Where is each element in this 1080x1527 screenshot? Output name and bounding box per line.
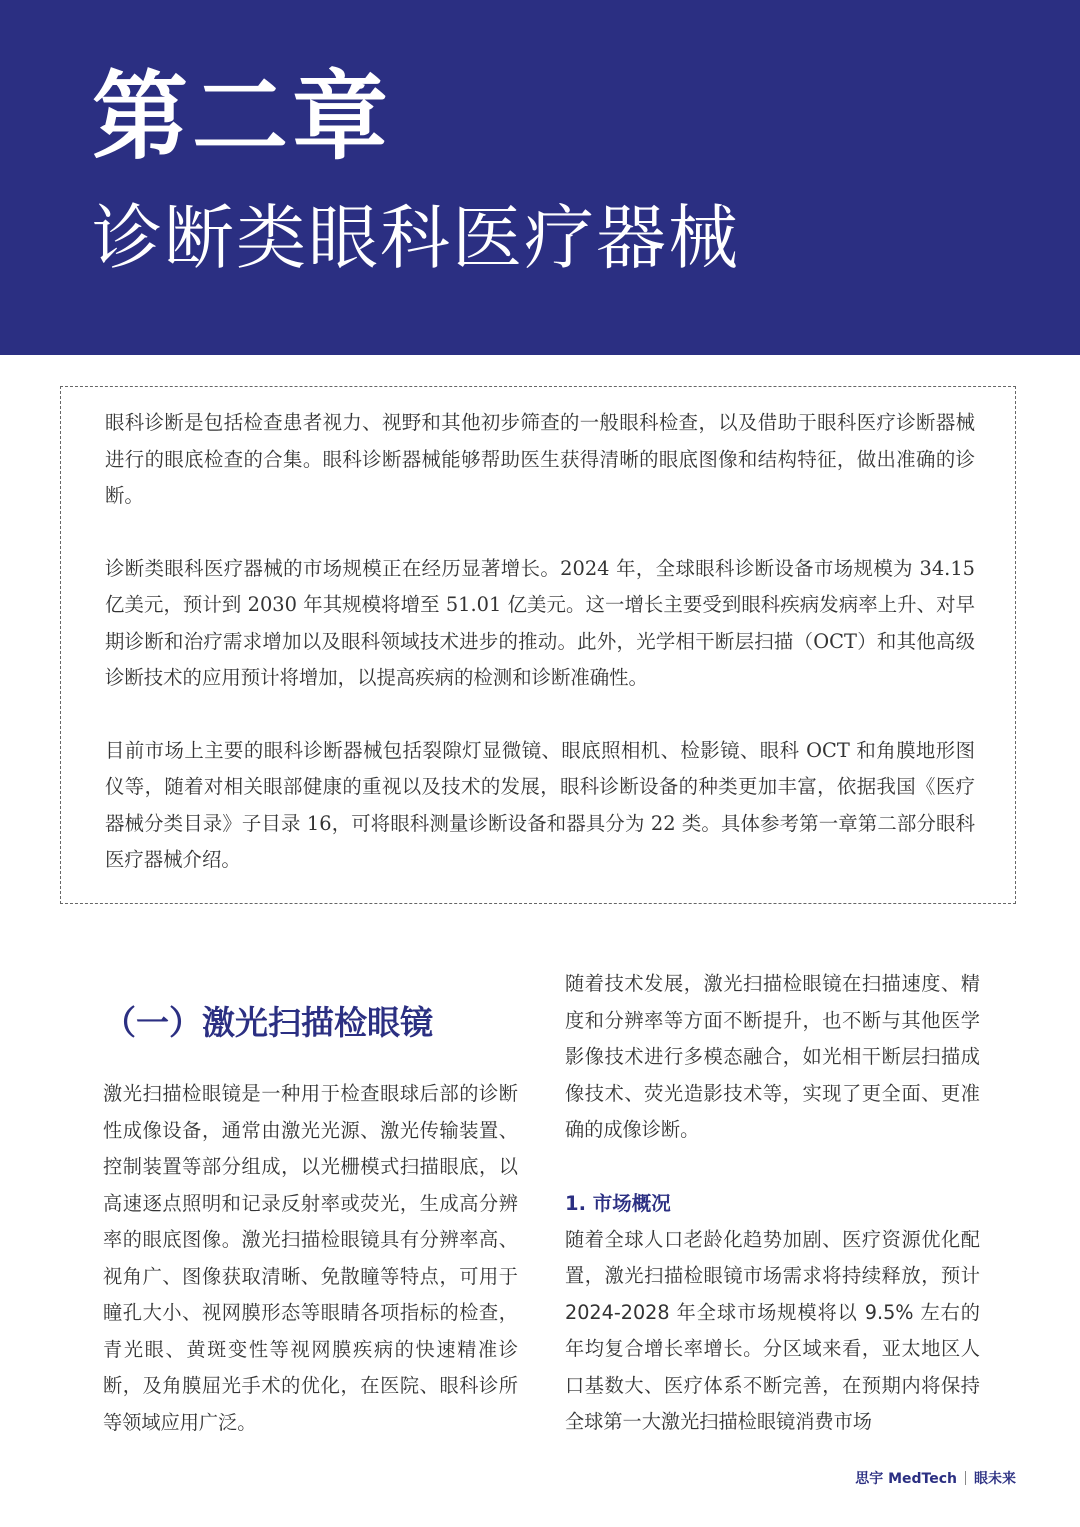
intro-box xyxy=(60,386,1016,904)
page-footer xyxy=(855,1468,1016,1488)
section-body-right: 随着技术发展，激光扫描检眼镜在扫描速度、精度和分辨率等方面不断提升，也不断与其他医学影像技术进行多模态融合，如光相干断层扫描成像技术、荧光造影技术等，实现了更全面、更准确的成像诊断。 xyxy=(565,972,980,1141)
market-overview-body: 随着全球人口老龄化趋势加剧、医疗资源优化配置，激光扫描检眼镜市场需求将持续释放，预计 2024-2028 年全球市场规模将以 9.5% 左右的年均复合增长率增长。分区域来看，亚太地区人口基数大、医疗体系不断完善，在预期内将保持全球第一大激光扫描检眼镜消费市场 xyxy=(565,1227,980,1433)
section-heading: （一）激光扫描检眼镜 xyxy=(103,1003,433,1042)
right-column xyxy=(565,966,980,1441)
chapter-banner xyxy=(0,0,1080,355)
section-body-left: 激光扫描检眼镜是一种用于检查眼球后部的诊断性成像设备，通常由激光光源、激光传输装置、控制装置等部分组成，以光栅模式扫描眼底，以高速逐点照明和记录反射率或荧光，生成高分辨率的眼底图像。激光扫描检眼镜具有分辨率高、视角广、图像获取清晰、免散瞳等特点，可用于瞳孔大小、视网膜形态等眼睛各项指标的检查，青光眼、黄斑变性等视网膜疾病的快速精准诊断，及角膜屈光手术的优化，在医院、眼科诊所等领域应用广泛。 xyxy=(103,1082,518,1434)
chapter-title: 第二章 xyxy=(92,61,392,173)
market-overview-heading: 1. 市场概况 xyxy=(565,1191,671,1215)
footer-brand: 思宇 MedTech xyxy=(855,1471,957,1487)
footer-divider xyxy=(965,1471,966,1485)
footer-tagline: 眼未来 xyxy=(974,1471,1016,1487)
intro-paragraph-2: 诊断类眼科医疗器械的市场规模正在经历显著增长。2024 年，全球眼科诊断设备市场规模为 34.15 亿美元，预计到 2030 年其规模将增至 51.01 亿美元。这一增长主要受到眼科疾病发病率上升、对早期诊断和治疗需求增加以及眼科领域技术进步的推动。此外，光学相干断层扫描（OCT）和其他高级诊断技术的应用预计将增加，以提高疾病的检测和诊断准确性。 xyxy=(105,556,975,689)
chapter-subtitle: 诊断类眼科医疗器械 xyxy=(92,197,740,279)
intro-paragraph-3: 目前市场上主要的眼科诊断器械包括裂隙灯显微镜、眼底照相机、检影镜、眼科 OCT 和角膜地形图仪等，随着对相关眼部健康的重视以及技术的发展，眼科诊断设备的种类更加丰富，依据我国《医疗器械分类目录》子目录 16，可将眼科测量诊断设备和器具分为 22 类。具体参考第一章第二部分眼科医疗器械介绍。 xyxy=(105,738,975,871)
intro-paragraph-1: 眼科诊断是包括检查患者视力、视野和其他初步筛查的一般眼科检查，以及借助于眼科医疗诊断器械进行的眼底检查的合集。眼科诊断器械能够帮助医生获得清晰的眼底图像和结构特征，做出准确的诊断。 xyxy=(105,411,975,507)
left-column xyxy=(103,1000,518,1441)
